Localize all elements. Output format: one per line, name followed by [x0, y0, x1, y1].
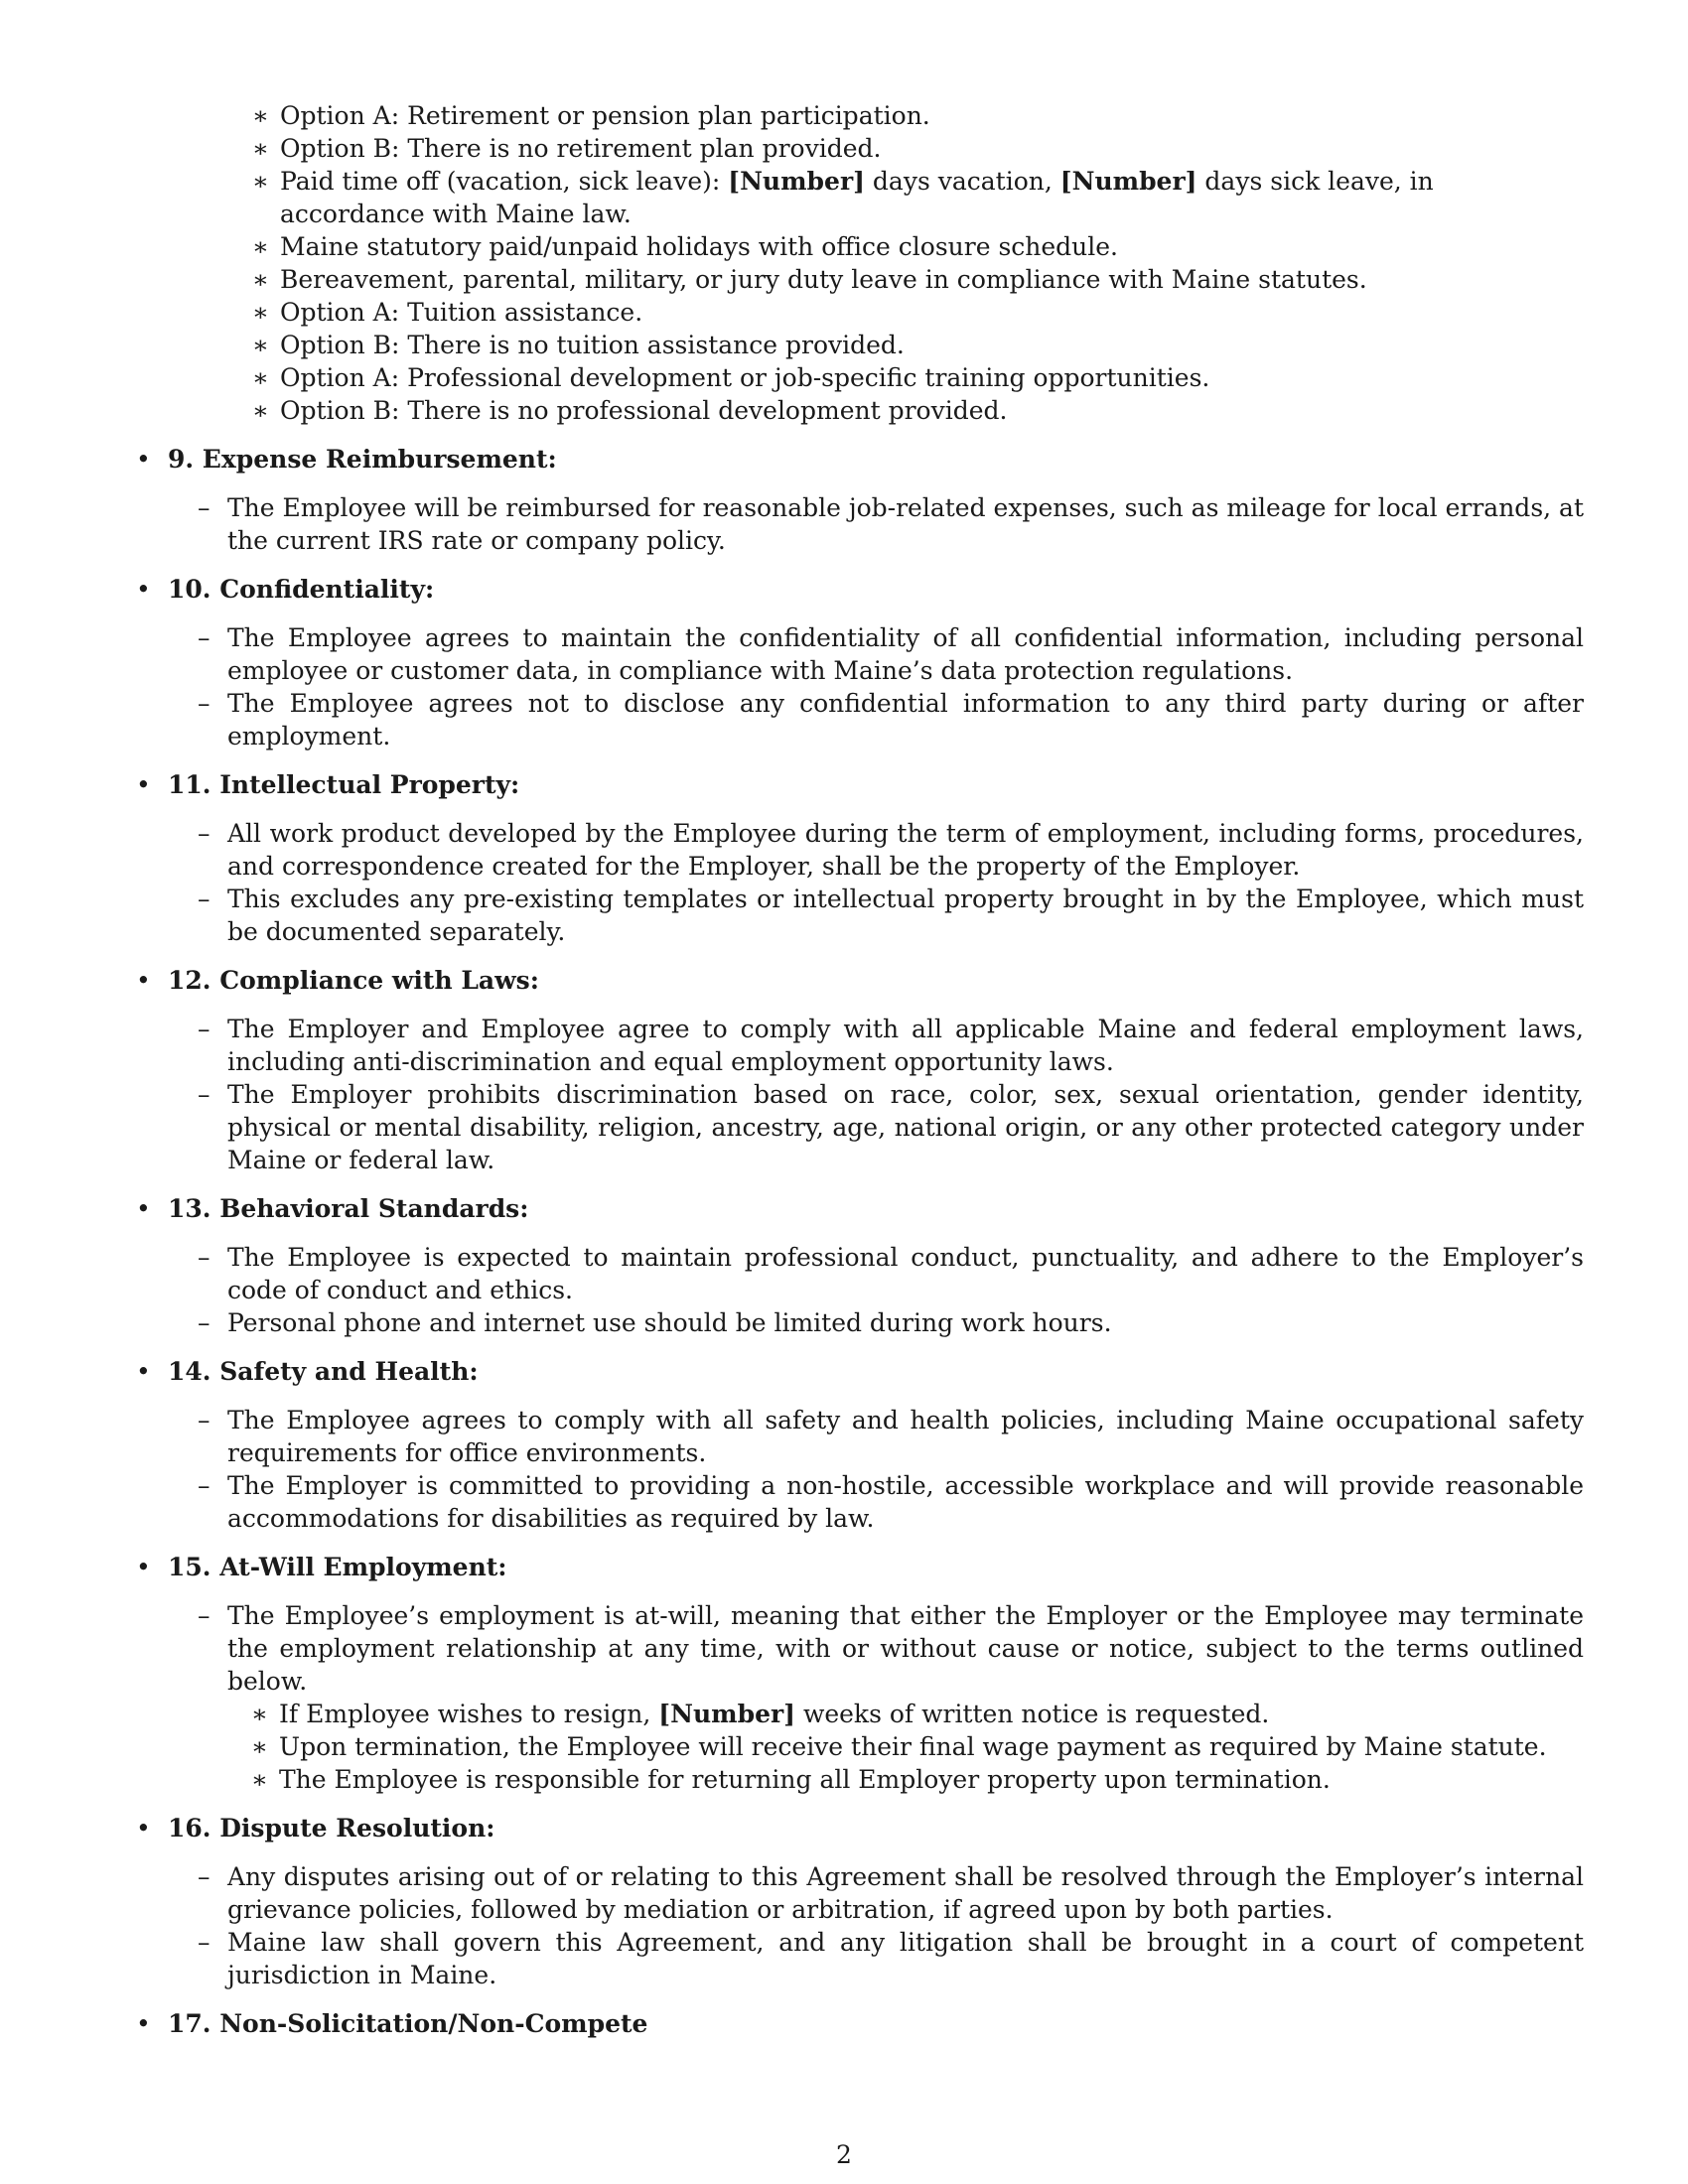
termination-subitems — [227, 1698, 1584, 1796]
section-non-solicitation — [136, 2007, 1584, 2040]
section-title: • 13. Behavioral Standards: — [168, 1194, 529, 1223]
section-items — [168, 1860, 1584, 1991]
pto-bracket-close: ] — [853, 167, 865, 196]
list-item: ∗ The Employee is responsible for returning all Employer property upon termination. — [279, 1763, 1584, 1796]
sections-list — [136, 443, 1584, 2040]
section-behavioral-standards — [136, 1192, 1584, 1339]
list-item-pto — [280, 165, 1584, 230]
resign-number-placeholder: Number — [670, 1700, 784, 1728]
list-item: – Maine law shall govern this Agreement, and any litigation shall be brought in a court of competent jurisdiction in Maine. — [227, 1926, 1584, 1991]
section-items — [168, 1013, 1584, 1176]
page-number: 2 — [836, 2140, 852, 2169]
resign-prefix: If Employee wishes to resign, — [279, 1700, 659, 1728]
section-title: • 17. Non-Solicitation/Non-Compete — [168, 2009, 648, 2038]
list-item: ∗ Option A: Tuition assistance. — [280, 296, 1584, 329]
list-item: ∗ Upon termination, the Employee will receive their final wage payment as required by Maine statute. — [279, 1730, 1584, 1763]
resign-suffix: weeks of written notice is requested. — [795, 1700, 1270, 1728]
list-item: ∗ Option B: There is no professional development provided. — [280, 394, 1584, 427]
list-item: ∗ Option A: Retirement or pension plan participation. — [280, 99, 1584, 132]
benefits-continued-list — [136, 99, 1584, 427]
section-at-will-employment — [136, 1551, 1584, 1796]
pto-number-placeholder-sick: Number — [1071, 167, 1186, 196]
section-title: • 12. Compliance with Laws: — [168, 966, 539, 995]
section-items — [168, 621, 1584, 752]
section-items — [168, 1599, 1584, 1796]
section-title: • 11. Intellectual Property: — [168, 770, 520, 799]
pto-bracket-open: [ — [1059, 167, 1072, 196]
list-item: – The Employee will be reimbursed for reasonable job-related expenses, such as mileage for local errands, at the current IRS rate or company policy. — [227, 491, 1584, 557]
section-dispute-resolution — [136, 1812, 1584, 1991]
resign-bracket-close: ] — [783, 1700, 795, 1728]
section-expense-reimbursement — [136, 443, 1584, 557]
list-item: – The Employer and Employee agree to comply with all applicable Maine and federal employment laws, including anti-discrimination and equal employment opportunity laws. — [227, 1013, 1584, 1078]
section-items — [168, 491, 1584, 557]
list-item-resign-notice — [279, 1698, 1584, 1730]
pto-bracket-close: ] — [1185, 167, 1197, 196]
list-item: – The Employee agrees to maintain the confidentiality of all confidential information, including personal employee or customer data, in compliance with Maine’s data protection regulations. — [227, 621, 1584, 687]
pto-number-placeholder-vacation: Number — [740, 167, 854, 196]
list-item: ∗ Option B: There is no tuition assistance provided. — [280, 329, 1584, 361]
section-title: • 9. Expense Reimbursement: — [168, 445, 557, 474]
list-item: ∗ Bereavement, parental, military, or jury duty leave in compliance with Maine statutes. — [280, 263, 1584, 296]
list-item-text: The Employee’s employment is at-will, meaning that either the Employer or the Employee may terminate the employment relationship at any time, with or without cause or notice, subject to the terms outlined below. — [227, 1601, 1584, 1696]
section-compliance-with-laws — [136, 964, 1584, 1176]
section-title: • 15. At-Will Employment: — [168, 1553, 507, 1581]
list-item: – All work product developed by the Employee during the term of employment, including forms, procedures, and correspondence created for the Employer, shall be the property of the Employer. — [227, 817, 1584, 883]
list-item: ∗ Maine statutory paid/unpaid holidays with office closure schedule. — [280, 230, 1584, 263]
section-safety-and-health — [136, 1355, 1584, 1535]
section-title: • 14. Safety and Health: — [168, 1357, 479, 1386]
list-item: ∗ Option B: There is no retirement plan provided. — [280, 132, 1584, 165]
pto-middle: days vacation, — [864, 167, 1060, 196]
document-page — [136, 99, 1584, 2056]
pto-suffix: days sick leave, in accordance with Maine law. — [280, 167, 1434, 228]
resign-bracket-open: [ — [658, 1700, 671, 1728]
list-item: – Any disputes arising out of or relating to this Agreement shall be resolved through the Employer’s internal grievance policies, followed by mediation or arbitration, if agreed upon by both parties. — [227, 1860, 1584, 1926]
list-item: – The Employee agrees not to disclose any confidential information to any third party during or after employment. — [227, 687, 1584, 752]
list-item: – Personal phone and internet use should be limited during work hours. — [227, 1306, 1584, 1339]
section-title: • 16. Dispute Resolution: — [168, 1814, 495, 1843]
list-item: – This excludes any pre-existing templates or intellectual property brought in by the Employee, which must be documented separately. — [227, 883, 1584, 948]
list-item: – The Employee agrees to comply with all safety and health policies, including Maine occupational safety requirements for office environments. — [227, 1404, 1584, 1469]
pto-bracket-open: [ — [728, 167, 741, 196]
list-item: – The Employee is expected to maintain professional conduct, punctuality, and adhere to the Employer’s code of conduct and ethics. — [227, 1241, 1584, 1306]
section-title: • 10. Confidentiality: — [168, 575, 435, 604]
list-item — [227, 1599, 1584, 1796]
section-confidentiality — [136, 573, 1584, 752]
section-items — [168, 1241, 1584, 1339]
list-item: – The Employer is committed to providing a non-hostile, accessible workplace and will provide reasonable accommodations for disabilities as required by law. — [227, 1469, 1584, 1535]
section-items — [168, 817, 1584, 948]
list-item: ∗ Option A: Professional development or job-specific training opportunities. — [280, 361, 1584, 394]
pto-prefix: Paid time off (vacation, sick leave): — [280, 167, 729, 196]
section-items — [168, 1404, 1584, 1535]
section-intellectual-property — [136, 768, 1584, 948]
list-item: – The Employer prohibits discrimination based on race, color, sex, sexual orientation, gender identity, physical or mental disability, religion, ancestry, age, national origin, or any other protected category under Maine or federal law. — [227, 1078, 1584, 1176]
